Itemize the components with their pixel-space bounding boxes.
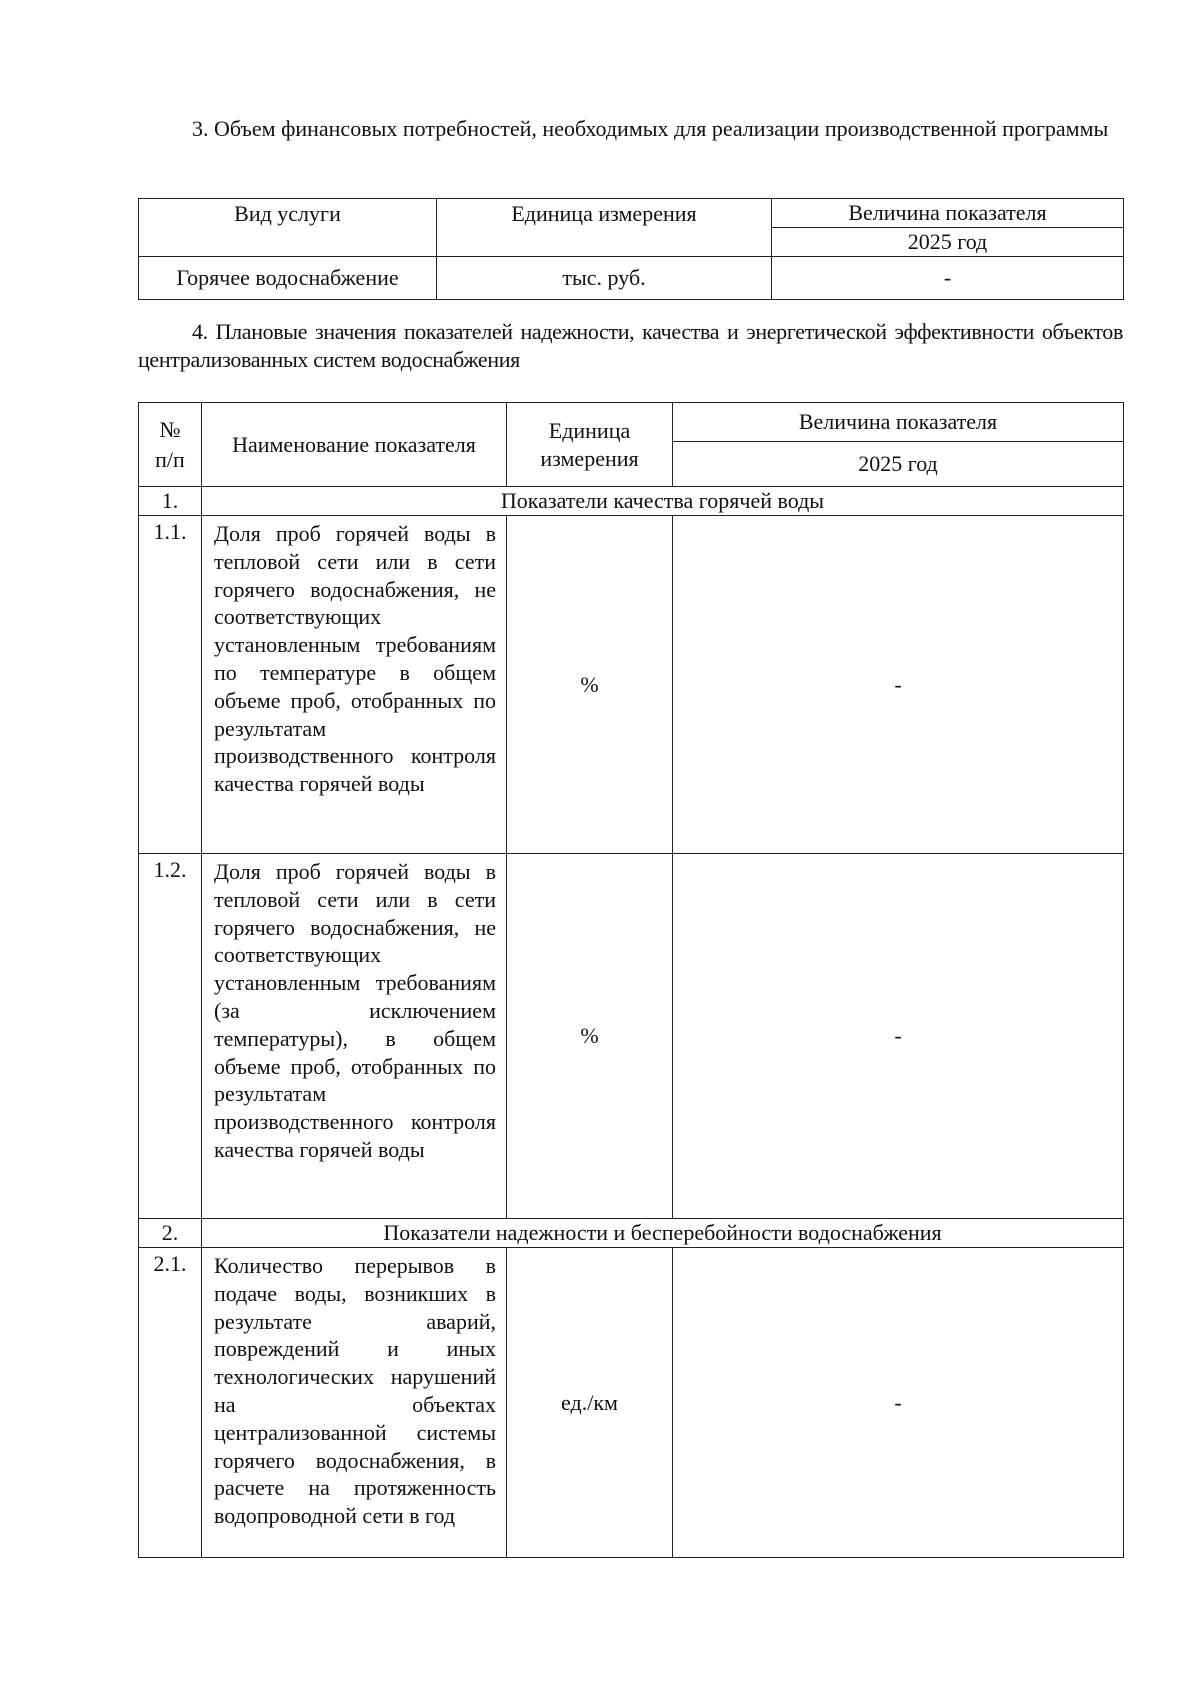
header-year: 2025 год: [772, 228, 1124, 257]
header-unit: [507, 403, 673, 487]
table-row: [139, 516, 1124, 854]
cell-unit: тыс. руб.: [437, 257, 772, 300]
table-row: [139, 854, 1124, 1219]
section-title: Показатели надежности и бесперебойности водоснабжения: [202, 1219, 1124, 1248]
header-value: Величина показателя: [772, 199, 1124, 228]
header-unit-line2: измерения: [540, 445, 639, 471]
item-number: 2.1.: [139, 1248, 202, 1558]
indicators-table: [138, 402, 1124, 1558]
section-row: [139, 1219, 1124, 1248]
section-title: Показатели качества горячей воды: [202, 487, 1124, 516]
cell-value: -: [772, 257, 1124, 300]
item-value: -: [673, 1248, 1124, 1558]
header-value: Величина показателя: [673, 403, 1124, 442]
header-service-type: Вид услуги: [139, 199, 437, 257]
header-number-line1: №: [159, 416, 181, 442]
section-number: 1.: [139, 487, 202, 516]
header-indicator-name: Наименование показателя: [202, 403, 507, 487]
item-unit: %: [507, 516, 673, 854]
header-unit-line1: Единица: [548, 417, 631, 443]
table-row: [139, 1248, 1124, 1558]
item-number: 1.2.: [139, 854, 202, 1219]
table-row: [139, 257, 1124, 300]
cell-service: Горячее водоснабжение: [139, 257, 437, 300]
item-value: -: [673, 854, 1124, 1219]
item-unit: %: [507, 854, 673, 1219]
header-number: [139, 403, 202, 487]
item-unit: ед./км: [507, 1248, 673, 1558]
section-number: 2.: [139, 1219, 202, 1248]
item-value: -: [673, 516, 1124, 854]
section-4-heading: 4. Плановые значения показателей надежности, качества и энергетической эффективности объектов централизованных систем водоснабжения: [138, 319, 1123, 372]
item-name: Доля проб горячей воды в тепловой сети или в сети горячего водоснабжения, не соответствующих установленным требованиям по температуре в общем объеме проб, отобранных по результатам производственного контроля качества горячей воды: [202, 516, 507, 854]
header-year: 2025 год: [673, 442, 1124, 487]
item-name: Количество перерывов в подаче воды, возникших в результате аварий, повреждений и иных технологических нарушений на объектах централизованной системы горячего водоснабжения, в расчете на протяженность водопроводной сети в год: [202, 1248, 507, 1558]
financial-needs-table: [138, 198, 1124, 300]
item-number: 1.1.: [139, 516, 202, 854]
item-name: Доля проб горячей воды в тепловой сети или в сети горячего водоснабжения, не соответствующих установленным требованиям (за исключением температуры), в общем объеме проб, отобранных по результатам производственного контроля качества горячей воды: [202, 854, 507, 1219]
header-number-line2: п/п: [155, 446, 185, 472]
header-unit: Единица измерения: [437, 199, 772, 257]
section-3-heading: 3. Объем финансовых потребностей, необходимых для реализации производственной программы: [192, 116, 1109, 141]
section-row: [139, 487, 1124, 516]
